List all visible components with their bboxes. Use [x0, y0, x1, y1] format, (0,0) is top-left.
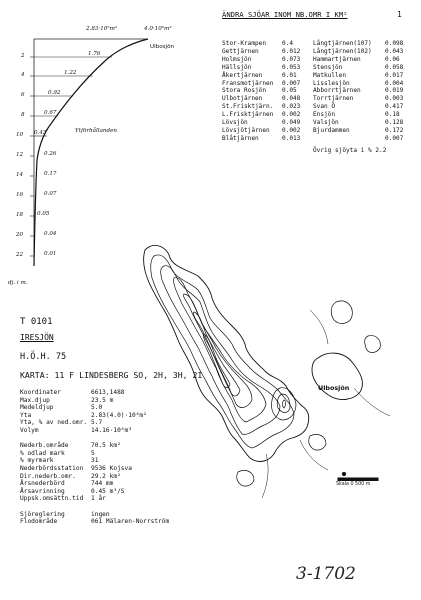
lake-area-value: 0.073 — [282, 55, 301, 63]
lake-area-value: 0.417 — [385, 103, 404, 111]
lake-name: Lövsjötjärnen — [222, 126, 270, 134]
axis-label: dj. i m. — [8, 280, 28, 286]
depth-tick: 8 — [21, 112, 25, 118]
lake-name: Holmsjön — [222, 55, 252, 63]
lake-name: Bjurdammen — [313, 126, 350, 134]
fact-label: Yta, % av ned.omr. — [20, 419, 88, 427]
area-label-2: 4.0·10⁶m² — [144, 26, 172, 32]
fact-label: % myrmark — [20, 457, 54, 465]
area-value: 0.17 — [44, 171, 57, 177]
lake-area-value: 0.4 — [282, 40, 294, 47]
area-value: 0.07 — [44, 191, 57, 197]
lake-area-value: 0.049 — [282, 119, 301, 126]
area-value: 0.26 — [44, 151, 57, 157]
lake-area-value: 0.06 — [385, 55, 400, 63]
map-lake-label: Ulbosjön — [318, 384, 350, 392]
handwritten-number: 3-1702 — [296, 564, 356, 584]
fact-label: Sjöreglering — [20, 510, 65, 518]
fact-label: Volym — [20, 427, 39, 434]
fact-label: Årsnederbörd — [20, 480, 65, 488]
lake-name: Lisslesjön — [313, 79, 350, 87]
depth-tick: 6 — [21, 92, 25, 98]
fact-label: Yta — [20, 411, 32, 419]
lake-area-value: 0.004 — [385, 79, 404, 87]
fact-value: 14.16·10⁶m³ — [91, 427, 132, 434]
lake-area-value: 0.043 — [385, 47, 404, 55]
fact-value: 23.5 m — [91, 396, 114, 404]
lake-area-value: 0.053 — [282, 63, 301, 71]
lake-name: Stensjön — [313, 63, 343, 71]
depth-tick: 12 — [16, 152, 24, 158]
lake-area-value: 0.002 — [282, 126, 301, 134]
hoh: H.Ö.H. 75 — [20, 352, 67, 362]
lake-name: Hammartjärnen — [313, 55, 361, 63]
lake-name: Matkullen — [313, 71, 347, 79]
region-label: Ytförhållanden — [75, 128, 117, 134]
lake-name: Torrtjärnen — [313, 95, 354, 103]
map-scale-label: Skala 0 500 m — [336, 482, 371, 487]
fact-value: 9536 Kojsva — [91, 465, 132, 472]
area-value: 0.67 — [44, 110, 57, 116]
fact-value: 5.7 — [91, 419, 103, 427]
lake-name: Långtjärnen(107) — [313, 40, 372, 47]
depth-map — [140, 240, 415, 520]
fact-value: 29.2 km² — [91, 472, 121, 480]
fact-label: % odlad mark — [20, 449, 65, 457]
fact-label: Årsavrinning — [20, 487, 65, 495]
fact-value: ingen — [91, 510, 110, 518]
area-value: 0.92 — [48, 90, 61, 96]
fact-label: Medeldjup — [20, 404, 54, 412]
lake-area-value: 0.019 — [385, 87, 404, 95]
depth-tick: 14 — [16, 172, 24, 178]
lakes-table-title: ÄNDRA SJÖAR INOM NB.OMR I KM² — [222, 10, 348, 19]
fact-label: Nederbördsstation — [20, 465, 84, 472]
fact-value: 5.0 — [91, 404, 103, 412]
fact-label: Max.djup — [20, 396, 50, 404]
lake-area-value: 0.058 — [385, 63, 404, 71]
lake-code: T 0101 — [20, 317, 53, 327]
depth-tick: 20 — [16, 232, 24, 238]
fact-value: 5 — [91, 449, 95, 457]
lake-name: Ulbotjärnen — [222, 95, 263, 103]
area-label-1: 2.83·10⁶m² — [86, 26, 118, 32]
fact-value: 2.83(4.0)·10⁶m² — [91, 411, 147, 419]
lake-area-value: 0.18 — [385, 111, 400, 119]
lake-name: Långtjärnen(102) — [313, 47, 372, 55]
lake-name: Stora Rosjön — [222, 87, 267, 95]
area-value: 0.05 — [37, 211, 50, 217]
area-value: 1.76 — [88, 51, 101, 57]
lake-area-value: 0.017 — [385, 71, 404, 79]
lake-area-value: 0.013 — [282, 134, 301, 142]
fact-value: 0.45 m³/S — [91, 487, 125, 495]
fact-label: Koordinater — [20, 389, 61, 396]
lake-name: Fransmotjärnen — [222, 79, 274, 87]
fact-value: 744 mm — [91, 480, 114, 488]
fact-label: Uppsk.omsättn.tid — [20, 495, 84, 503]
map-sheet: KARTA: 11 F LINDESBERG SO, 2H, 3H, 2I — [20, 370, 203, 380]
lake-name: Blåtjärnen — [222, 134, 259, 142]
lake-name: Stor-Krampen — [222, 40, 267, 47]
lake-name: IRESJÖN — [20, 333, 54, 342]
lake-area-value: 0.002 — [282, 111, 301, 119]
depth-tick: 2 — [21, 53, 25, 59]
area-value: 0.43 — [34, 130, 47, 136]
fact-value: 061 Mälaren-Norrström — [91, 518, 170, 526]
lake-area-value: 0.128 — [385, 119, 404, 126]
lakes-footer: Övrig sjöyta i % 2.2 — [313, 147, 387, 154]
lake-area-value: 0.172 — [385, 126, 404, 134]
fact-value: 6613,1488 — [91, 389, 125, 396]
depth-tick: 22 — [16, 252, 24, 258]
lake-name: Abborrtjärnen — [313, 87, 361, 95]
fact-label: Nederb.område — [20, 442, 69, 450]
lake-area-value: 0.003 — [385, 95, 404, 103]
lake-area-value: 0.012 — [282, 47, 301, 55]
fact-value: 31 — [91, 457, 99, 465]
lake-area-value: 0.048 — [282, 95, 301, 103]
area-value: 0.04 — [44, 231, 57, 237]
lake-name: L.Frisktjärnen — [222, 111, 274, 119]
lake-name: Hällsjön — [222, 63, 252, 71]
lake-name: St.Frisktjärn. — [222, 103, 274, 111]
lake-name: Åkertjärnen — [222, 71, 263, 79]
lake-area-value: 0.05 — [282, 87, 297, 95]
page-number: 1 — [397, 10, 402, 19]
lake-name: Valsjön — [313, 119, 339, 126]
depth-tick: 16 — [16, 192, 24, 198]
area-value: 1.22 — [64, 70, 77, 76]
lake-name: Gettjärnen — [222, 47, 259, 55]
fact-value: 70.5 km² — [91, 442, 121, 450]
fact-label: Flodområde — [20, 518, 58, 526]
fact-value: 1 år — [91, 495, 106, 503]
lake-name: Svan Ö — [313, 103, 336, 111]
lake-area-value: 0.007 — [282, 79, 301, 87]
lake-area-value: 0.007 — [385, 134, 404, 142]
lake-name: Lövsjön — [222, 119, 248, 126]
fact-label: Dir.nederb.omr. — [20, 472, 76, 480]
lake-area-value: 0.098 — [385, 40, 404, 47]
depth-tick: 4 — [21, 72, 25, 78]
ulbosjon-label: Ulbosjön — [150, 44, 175, 50]
lake-area-value: 0.01 — [282, 71, 297, 79]
lake-area-value: 0.023 — [282, 103, 301, 111]
area-value: 0.01 — [44, 251, 57, 257]
lake-name: Ensjön — [313, 111, 336, 119]
depth-tick: 18 — [16, 212, 24, 218]
depth-tick: 10 — [16, 132, 24, 138]
